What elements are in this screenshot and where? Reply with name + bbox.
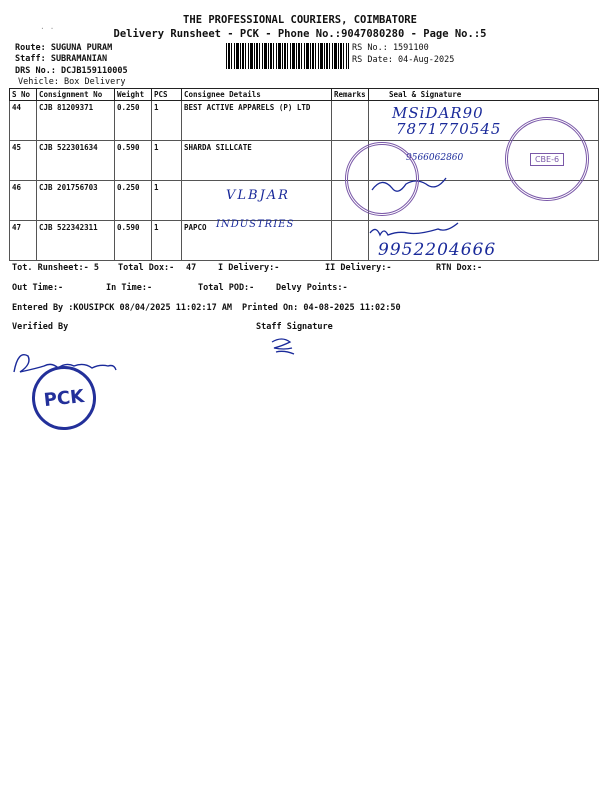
out-time: Out Time:- xyxy=(12,283,64,293)
seal-city-text: CBE-6 xyxy=(530,153,564,166)
cell-sno: 44 xyxy=(10,101,37,141)
table-header-row xyxy=(10,89,599,101)
staff-signature-label: Staff Signature xyxy=(256,322,333,332)
handwritten-consignee-row3: VLBJAR xyxy=(226,188,290,203)
pck-stamp: PCK xyxy=(29,363,99,433)
cell-weight: 0.590 xyxy=(115,221,152,261)
handwritten-receiver-name: MSiDAR90 xyxy=(392,104,484,122)
verified-by-label: Verified By xyxy=(12,322,69,332)
route-label: Route: SUGUNA PURAM xyxy=(15,43,113,53)
cell-weight: 0.590 xyxy=(115,141,152,181)
table-row xyxy=(10,101,599,141)
delvy-points: Delvy Points:- xyxy=(276,283,348,293)
header-weight: Weight xyxy=(115,89,152,101)
header-sno: S No xyxy=(10,89,37,101)
header-pcs: PCS xyxy=(152,89,182,101)
handwritten-phone-row2: 9566062860 xyxy=(406,153,464,163)
handwritten-phone-row4: 9952204666 xyxy=(378,240,497,260)
rs-date: RS Date: 04-Aug-2025 xyxy=(352,55,455,65)
ii-delivery: II Delivery:- xyxy=(325,263,392,273)
company-title: THE PROFESSIONAL COURIERS, COIMBATORE xyxy=(183,14,417,26)
cell-consignment: CJB 522342311 xyxy=(37,221,115,261)
cell-sno: 45 xyxy=(10,141,37,181)
rtn-dox: RTN Dox:- xyxy=(436,263,483,273)
cell-pcs: 1 xyxy=(152,101,182,141)
entered-by: Entered By :KOUSIPCK 08/04/2025 11:02:17 AM xyxy=(12,303,233,313)
table-row xyxy=(10,221,599,261)
cell-consignment: CJB 201756703 xyxy=(37,181,115,221)
printed-on: Printed On: 04-08-2025 11:02:50 xyxy=(242,303,401,313)
header-seal: Seal & Signature xyxy=(369,89,599,101)
cell-sno: 46 xyxy=(10,181,37,221)
barcode xyxy=(226,43,349,69)
company-seal-right xyxy=(505,117,589,201)
cell-pcs: 1 xyxy=(152,181,182,221)
rs-number: RS No.: 1591100 xyxy=(352,43,429,53)
total-pod: Total POD:- xyxy=(198,283,255,293)
runsheet-subtitle: Delivery Runsheet - PCK - Phone No.:9047080280 - Page No.:5 xyxy=(113,28,487,40)
cell-consignee: PAPCO xyxy=(182,221,332,261)
header-remarks: Remarks xyxy=(332,89,369,101)
header-consignment: Consignment No xyxy=(37,89,115,101)
header-consignee: Consignee Details xyxy=(182,89,332,101)
cell-consignee: SHARDA SILLCATE xyxy=(182,141,332,181)
cell-remarks xyxy=(332,101,369,141)
handwritten-receiver-phone: 7871770545 xyxy=(396,120,502,138)
cell-pcs: 1 xyxy=(152,221,182,261)
staff-label: Staff: SUBRAMANIAN xyxy=(15,54,108,64)
total-dox-label: Total Dox:- xyxy=(118,263,175,273)
cell-consignment: CJB 522301634 xyxy=(37,141,115,181)
cell-sno: 47 xyxy=(10,221,37,261)
cell-pcs: 1 xyxy=(152,141,182,181)
i-delivery: I Delivery:- xyxy=(218,263,280,273)
company-seal-left xyxy=(345,142,419,216)
vehicle-label: Vehicle: Box Delivery xyxy=(18,77,126,87)
cell-weight: 0.250 xyxy=(115,101,152,141)
drs-number: DRS No.: DCJB159110005 xyxy=(15,66,128,76)
cell-remarks xyxy=(332,221,369,261)
corner-marks: · · xyxy=(40,24,55,33)
cell-consignment: CJB 81209371 xyxy=(37,101,115,141)
table-row xyxy=(10,181,599,221)
handwritten-consignee-row4: INDUSTRIES xyxy=(216,219,295,230)
staff-signature-mark xyxy=(272,339,294,354)
cell-consignee: BEST ACTIVE APPARELS (P) LTD xyxy=(182,101,332,141)
total-runsheet: Tot. Runsheet:- 5 xyxy=(12,263,99,273)
cell-weight: 0.250 xyxy=(115,181,152,221)
total-dox-value: 47 xyxy=(186,263,197,273)
in-time: In Time:- xyxy=(106,283,153,293)
